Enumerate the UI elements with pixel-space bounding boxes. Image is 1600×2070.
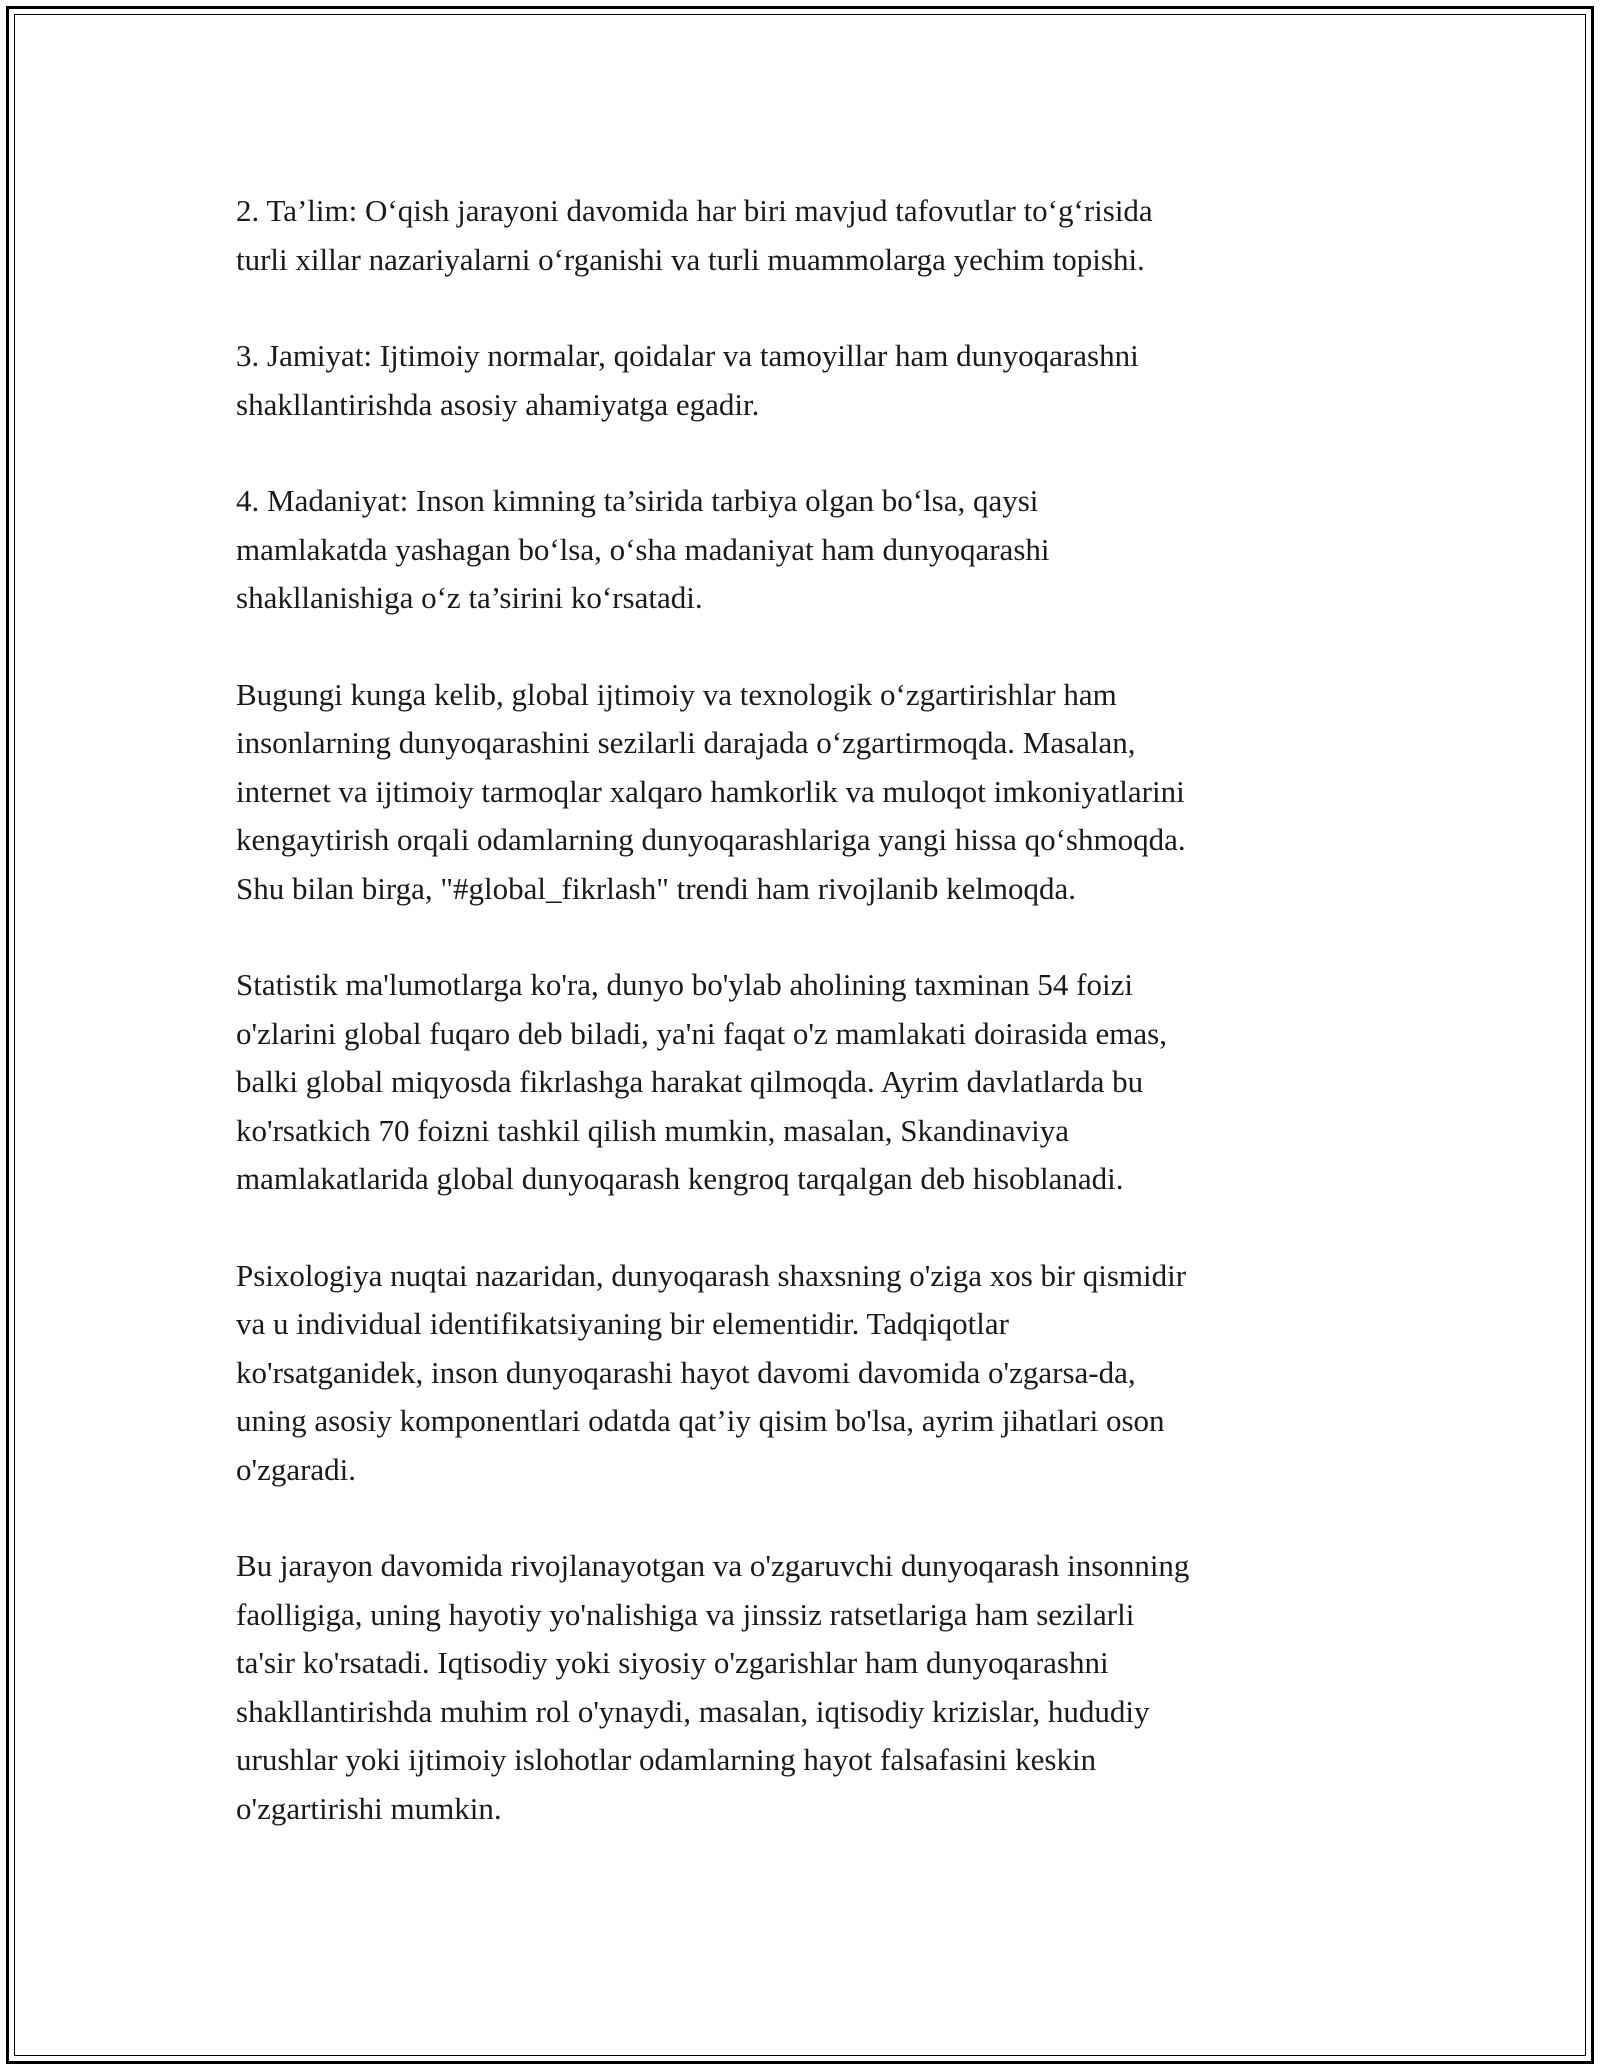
paragraph-statistics bbox=[236, 961, 1396, 1204]
paragraph-line: o'zgartirishi mumkin. bbox=[236, 1790, 502, 1826]
paragraph-line: mamlakatlarida global dunyoqarash kengroq tarqalgan deb hisoblanadi. bbox=[236, 1161, 1124, 1196]
paragraph-line: mamlakatda yashagan bo‘lsa, o‘sha madaniyat ham dunyoqarashi bbox=[236, 531, 1050, 567]
paragraph-line: 4. Madaniyat: Inson kimning ta’sirida tarbiya olgan bo‘lsa, qaysi bbox=[236, 483, 1039, 518]
paragraph-line: shakllantirishda asosiy ahamiyatga egadir. bbox=[236, 386, 760, 422]
paragraph-line: 3. Jamiyat: Ijtimoiy normalar, qoidalar va tamoyillar ham dunyoqarashni bbox=[236, 338, 1139, 373]
paragraph-line: ko'rsatkich 70 foizni tashkil qilish mumkin, masalan, Skandinaviya bbox=[236, 1112, 1069, 1148]
paragraph-line: shakllanishiga o‘z ta’sirini ko‘rsatadi. bbox=[236, 580, 703, 615]
paragraph-line: Psixologiya nuqtai nazaridan, dunyoqarash shaxsning o'ziga xos bir qismidir bbox=[236, 1257, 1187, 1293]
paragraph-line: uning asosiy komponentlari odatda qat’iy qisim bo'lsa, ayrim jihatlari oson bbox=[236, 1403, 1165, 1438]
paragraph-line: Shu bilan birga, "#global_fikrlash" trendi ham rivojlanib kelmoqda. bbox=[236, 870, 1077, 906]
paragraph-line: 2. Ta’lim: O‘qish jarayoni davomida har biri mavjud tafovutlar to‘g‘risida bbox=[236, 193, 1153, 228]
paragraph-line: Statistik ma'lumotlarga ko'ra, dunyo bo'ylab aholining taxminan 54 foizi bbox=[236, 967, 1133, 1002]
paragraph-line: internet va ijtimoiy tarmoqlar xalqaro hamkorlik va muloqot imkoniyatlarini bbox=[236, 773, 1185, 809]
paragraph-line: ta'sir ko'rsatadi. Iqtisodiy yoki siyosiy o'zgarishlar ham dunyoqarashni bbox=[236, 1645, 1109, 1680]
paragraph-line: va u individual identifikatsiyaning bir elementidir. Tadqiqotlar bbox=[236, 1306, 1009, 1341]
paragraph-line: o'zgaradi. bbox=[236, 1451, 357, 1487]
paragraph-madaniyat bbox=[236, 477, 1396, 623]
paragraph-line: insonlarning dunyoqarashini sezilarli darajada o‘zgartirmoqda. Masalan, bbox=[236, 725, 1136, 760]
paragraph-line: ko'rsatganidek, inson dunyoqarashi hayot davomi davomida o'zgarsa-da, bbox=[236, 1354, 1136, 1390]
paragraph-talim bbox=[236, 187, 1396, 284]
paragraph-line: o'zlarini global fuqaro deb biladi, ya'ni faqat o'z mamlakati doirasida emas, bbox=[236, 1015, 1167, 1051]
paragraph-line: faolligiga, uning hayotiy yo'nalishiga va jinssiz ratsetlariga ham sezilarli bbox=[236, 1596, 1135, 1632]
paragraph-line: urushlar yoki ijtimoiy islohotlar odamlarning hayot falsafasini keskin bbox=[236, 1742, 1097, 1777]
paragraph-line: shakllantirishda muhim rol o'ynaydi, masalan, iqtisodiy krizislar, hududiy bbox=[236, 1693, 1150, 1729]
paragraph-line: Bu jarayon davomida rivojlanayotgan va o'zgaruvchi dunyoqarash insonning bbox=[236, 1548, 1190, 1583]
paragraph-line: kengaytirish orqali odamlarning dunyoqarashlariga yangi hissa qo‘shmoqda. bbox=[236, 822, 1186, 857]
paragraph-line: turli xillar nazariyalarni o‘rganishi va turli muammolarga yechim topishi. bbox=[236, 241, 1145, 277]
paragraph-process bbox=[236, 1542, 1396, 1833]
paragraph-line: Bugungi kunga kelib, global ijtimoiy va texnologik o‘zgartirishlar ham bbox=[236, 676, 1117, 712]
paragraph-jamiyat bbox=[236, 332, 1396, 429]
paragraph-psychology bbox=[236, 1252, 1396, 1495]
document-body bbox=[236, 187, 1396, 1881]
paragraph-global-changes bbox=[236, 671, 1396, 914]
paragraph-line: balki global miqyosda fikrlashga harakat qilmoqda. Ayrim davlatlarda bu bbox=[236, 1064, 1144, 1099]
